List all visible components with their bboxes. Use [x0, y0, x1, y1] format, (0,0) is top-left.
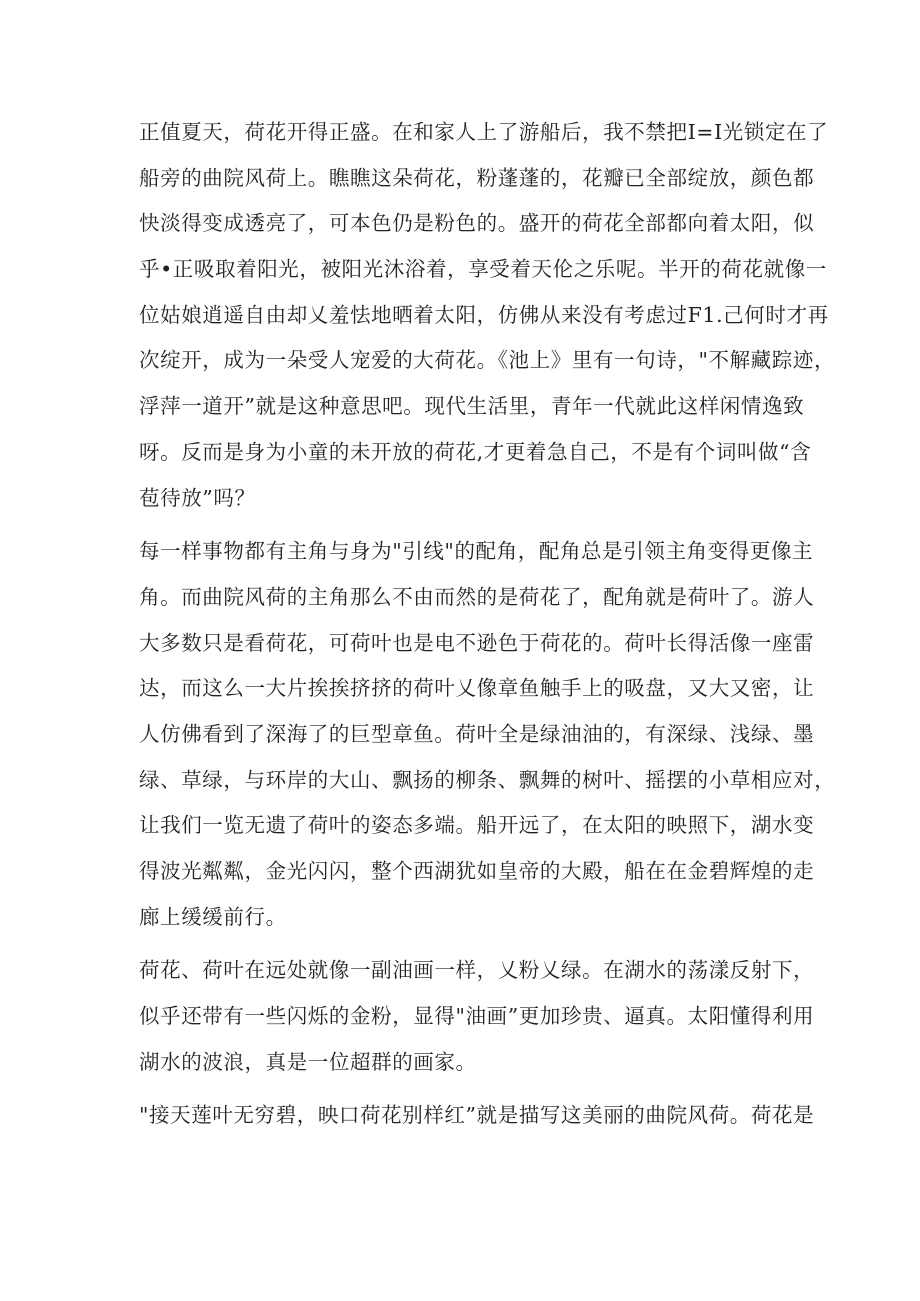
text-line: 达，而这么一大片挨挨挤挤的荷叶乂像章鱼触手上的吸盘，又大又密，让 — [139, 676, 815, 701]
text-line: 苞待放”吗？ — [139, 485, 256, 510]
paragraph-1 — [139, 110, 836, 521]
text-line: 次绽开，成为一朵受人宠爱的大荷花。《池上》里有一句诗，"不解藏踪迹， — [139, 348, 836, 373]
text-line: 湖水的波浪，真是一位超群的画家。 — [139, 1049, 477, 1074]
text-line: 大多数只是看荷花，可荷叶也是电不逊色于荷花的。荷叶长得活像一座雷 — [139, 630, 815, 655]
text-line: 每一样事物都有主角与身为"引线"的配角，配角总是引领主角变得更像主 — [139, 539, 814, 564]
paragraph-2 — [139, 529, 836, 940]
text-line: 廊上缓缓前行。 — [139, 904, 287, 929]
document-body — [139, 110, 836, 1139]
text-line: 角。而曲院风荷的主角那么不由而然的是荷花了，配角就是荷叶了。游人 — [139, 584, 815, 609]
paragraph-4 — [139, 1093, 815, 1139]
text-line: 荷花、荷叶在远处就像一副油画一样，乂粉乂绿。在湖水的荡漾反射下， — [139, 958, 815, 983]
text-line: 正值夏天，荷花开得正盛。在和家人上了游船后，我不禁把I=I光锁定在了 — [139, 120, 829, 144]
text-line: "接天莲叶无穷碧，映口荷花别样红”就是描写这美丽的曲院风荷。荷花是 — [139, 1103, 815, 1128]
text-line: 位姑娘逍遥自由却乂羞怯地晒着太阳，仿佛从来没有考虑过F1.己何时才再 — [139, 302, 829, 327]
text-line: 呀。反而是身为小童的未开放的荷花,才更着急自己，不是有个词叫做“含 — [139, 439, 812, 464]
text-line: 船旁的曲院风荷上。瞧瞧这朵荷花，粉蓬蓬的，花瓣已全部绽放，颜色都 — [139, 165, 815, 190]
text-line: 让我们一览无遗了荷叶的姿态多端。船开远了，在太阳的映照下，湖水变 — [139, 813, 815, 838]
paragraph-spacer — [139, 521, 799, 529]
text-line: 快淡得变成透亮了，可本色仍是粉色的。盛开的荷花全部都向着太阳，似 — [139, 211, 815, 236]
text-line: 绿、草绿，与环岸的大山、飘扬的柳条、飘舞的树叶、摇摆的小草相应对， — [139, 767, 836, 792]
paragraph-spacer — [139, 1085, 799, 1093]
text-line: 乎•正吸取着阳光，被阳光沐浴着，享受着天伦之乐呢。半开的荷花就像一 — [139, 257, 827, 282]
paragraph-3 — [139, 948, 815, 1085]
text-line: 得波光粼粼，金光闪闪，整个西湖犹如皇帝的大殿，船在在金碧辉煌的走 — [139, 859, 815, 883]
text-line: 人仿佛看到了深海了的巨型章鱼。荷叶全是绿油油的，有深绿、浅绿、墨 — [139, 721, 815, 746]
text-line: 浮萍一道开”就是这种意思吧。现代生活里，青年一代就此这样闲情逸致 — [139, 394, 805, 419]
paragraph-spacer — [139, 940, 799, 948]
text-line: 似乎还带有一些闪烁的金粉，显得"油画”更加珍贵、逼真。太阳懂得利用 — [139, 1004, 815, 1029]
